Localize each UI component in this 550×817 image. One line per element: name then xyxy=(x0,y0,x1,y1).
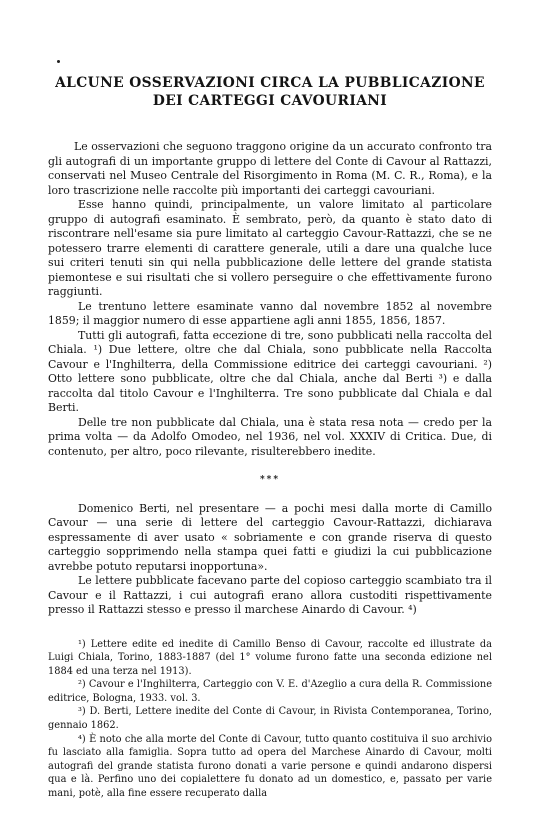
title-line-2: DEI CARTEGGI CAVOURIANI xyxy=(152,93,388,109)
footnote: ³) D. Berti, Lettere inedite del Conte di Cavour, in Rivista Contemporanea, Torino, gennaio 1862. xyxy=(48,706,492,732)
paragraph: Le lettere pubblicate facevano parte del copioso carteggio scambiato tra il Cavour e il Rattazzi, i cui autografi erano allora custoditi rispettivamente presso il Rattazzi stesso e presso il marchese Ainardo di Cavour. ⁴) xyxy=(48,574,492,616)
paragraph: Le trentuno lettere esaminate vanno dal novembre 1852 al novembre 1859; il maggior numero di esse appartiene agli anni 1855, 1856, 1857. xyxy=(48,299,492,327)
title-line-1: ALCUNE OSSERVAZIONI CIRCA LA PUBBLICAZIONE xyxy=(55,75,485,91)
footnote: ⁴) È noto che alla morte del Conte di Cavour, tutto quanto costituiva il suo archivio fu lasciato alla famiglia. Sopra tutto ad opera del Marchese Ainardo di Cavour, molti autografi del grande statista furono donati a varie persone e quindi andarono dispersi qua e là. Perfino uno dei copialettere fu donato ad un domestico, e, passato per varie mani, potè, alla fine essere recuperato dalla xyxy=(48,733,492,800)
paragraph: Esse hanno quindi, principalmente, un valore limitato al particolare gruppo di autografi esaminato. È sembrato, però, da quanto è stato dato di riscontrare nell'esame sia pure limitato al carteggio Cavour-Rattazzi, che se ne potessero trarre elementi di carattere generale, utili a dare una qualche luce sui criteri tenuti sin qui nella pubblicazione delle lettere del grande statista piemontese e sui risultati che si vollero perseguire o che effettivamente furono raggiunti. xyxy=(48,198,492,298)
body-text xyxy=(48,140,492,618)
page-speck xyxy=(57,60,60,63)
footnotes xyxy=(48,638,492,801)
paragraph: Delle tre non pubblicate dal Chiala, una è stata resa nota — credo per la prima volta — da Adolfo Omodeo, nel 1936, nel vol. XXXIV di Critica. Due, di contenuto, per altro, poco rilevante, risulterebbero inedite. xyxy=(48,415,492,458)
paragraph: Domenico Berti, nel presentare — a pochi mesi dalla morte di Camillo Cavour — una serie di lettere del carteggio Cavour-Rattazzi, dichiarava espressamente di aver usato « sobriamente e con grande riserva di questo carteggio sopprimendo nella stampa quei fatti e giudizi la cui pubblicazione avrebbe potuto reputarsi inopportuna». xyxy=(48,501,492,573)
document-title xyxy=(48,0,492,110)
paragraph: Le osservazioni che seguono traggono origine da un accurato confronto tra gli autografi di un importante gruppo di lettere del Conte di Cavour al Rattazzi, conservati nel Museo Centrale del Risorgimento in Roma (M. C. R., Roma), e la loro trascrizione nelle raccolte più importanti dei carteggi cavouriani. xyxy=(48,140,492,197)
section-separator: *** xyxy=(259,475,281,485)
footnote: ²) Cavour e l'Inghilterra, Carteggio con V. E. d'Azeglio a cura della R. Commissione editrice, Bologna, 1933. vol. 3. xyxy=(48,679,492,704)
footnote: ¹) Lettere edite ed inedite di Camillo Benso di Cavour, raccolte ed illustrate da Luigi Chiala, Torino, 1883-1887 (del 1° volume furono fatte una seconda edizione nel 1884 ed una terza nel 1913). xyxy=(48,638,492,677)
paragraph: Tutti gli autografi, fatta eccezione di tre, sono pubblicati nella raccolta del Chiala. ¹) Due lettere, oltre che dal Chiala, sono pubblicate nella Raccolta Cavour e l'Inghilterra, della Commissione editrice dei carteggi cavouriani. ²) Otto lettere sono pubblicate, oltre che dal Chiala, anche dal Berti ³) e dalla raccolta dal titolo Cavour e l'Inghilterra. Tre sono pubblicate dal Chiala e dal Berti. xyxy=(48,328,492,414)
